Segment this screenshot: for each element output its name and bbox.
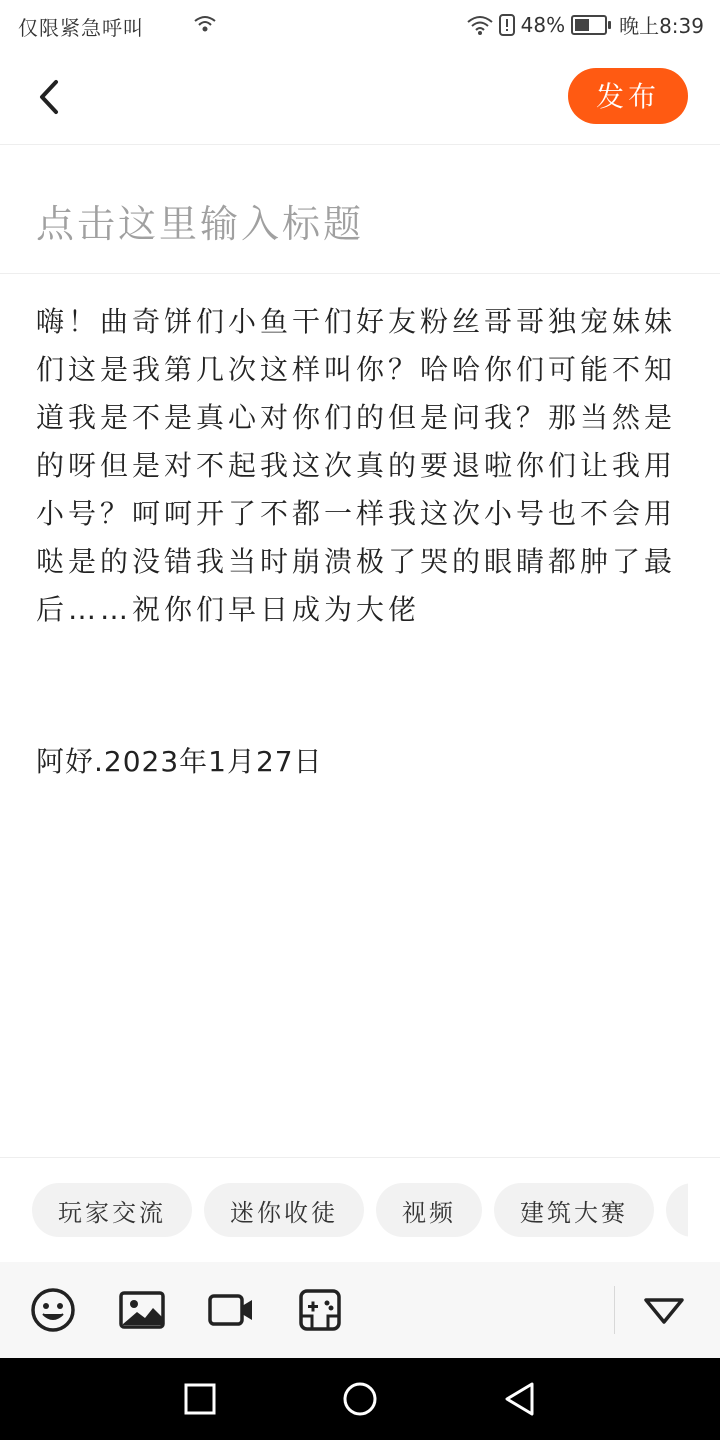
tag-player-chat[interactable]: 玩家交流 (32, 1183, 192, 1237)
divider (0, 1157, 720, 1158)
status-bar (0, 0, 720, 50)
battery-icon (571, 15, 607, 35)
title-field[interactable] (0, 145, 720, 274)
title-placeholder[interactable]: 点击这里输入标题 (36, 202, 365, 246)
editor-header (0, 50, 720, 145)
battery-percent: 48% (520, 12, 566, 37)
topic-tags (32, 1183, 688, 1237)
publish-button[interactable]: 发布 (568, 68, 688, 124)
collapse-icon[interactable] (640, 1286, 688, 1334)
wifi-signal-icon (467, 14, 493, 36)
tag-video[interactable]: 视频 (376, 1183, 482, 1237)
gamepad-icon[interactable] (296, 1286, 344, 1334)
carrier-text: 仅限紧急呼叫 (18, 16, 144, 40)
post-signature[interactable]: 阿妤.2023年1月27日 (36, 745, 323, 778)
video-icon[interactable] (207, 1286, 255, 1334)
home-icon[interactable] (341, 1380, 379, 1418)
tag-partial[interactable] (666, 1183, 688, 1237)
emoji-icon[interactable] (29, 1286, 77, 1334)
image-icon[interactable] (118, 1286, 166, 1334)
tag-building-contest[interactable]: 建筑大赛 (494, 1183, 654, 1237)
toolbar-separator (614, 1286, 615, 1334)
back-nav-icon[interactable] (501, 1380, 539, 1418)
tag-mentor[interactable]: 迷你收徒 (204, 1183, 364, 1237)
back-icon[interactable] (28, 70, 72, 124)
wifi-icon (194, 14, 216, 34)
recents-icon[interactable] (181, 1380, 219, 1418)
post-body[interactable]: 嗨！曲奇饼们小鱼干们好友粉丝哥哥独宠妹妹们这是我第几次这样叫你？哈哈你们可能不知道我是不是真心对你们的但是问我？那当然是的呀但是对不起我这次真的要退啦你们让我用小号？呵呵开了不都一样我这次小号也不会用哒是的没错我当时崩溃极了哭的眼睛都肿了最后……祝你们早日成为大佬 (36, 305, 677, 626)
editor-toolbar (0, 1262, 720, 1358)
clock: 晚上8:39 (619, 14, 704, 38)
alert-icon (499, 14, 515, 36)
system-navigation-bar (0, 1358, 720, 1440)
